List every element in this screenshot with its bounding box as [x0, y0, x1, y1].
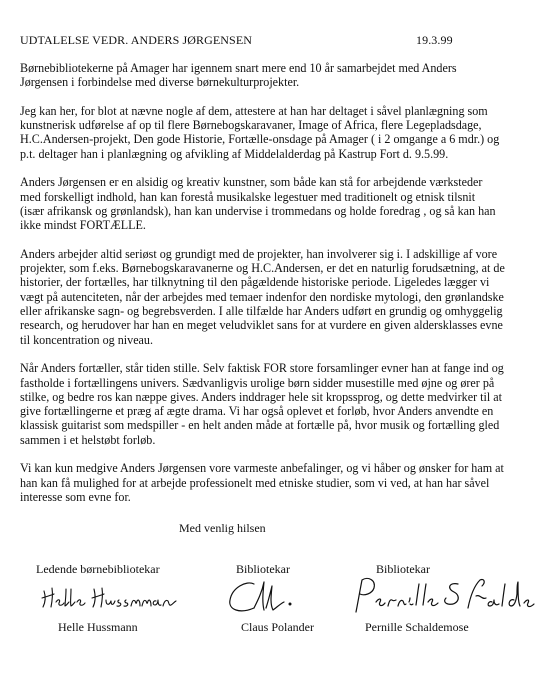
signatory-role-2: Bibliotekar [236, 562, 290, 576]
text-line: Jeg kan her, for blot at nævne nogle af dem, attestere at han har deltaget i såvel planlægning som [20, 103, 488, 118]
text-line: med forskelligt indhold, han kan forestå musikalske legestuer med traditionelt og etnisk tilsnit [20, 189, 476, 204]
text-line: Når Anders fortæller, står tiden stille. Selv faktisk FOR store forsamlinger evner han at fange ind og [20, 361, 504, 376]
text-line: historier, der fortælles, har tilknytning til den pågældende historiske periode. Ligeledes lægger vi [20, 275, 490, 290]
closing-greeting: Med venlig hilsen [179, 521, 266, 535]
text-line: (især afrikansk og grønlandsk), han kan undervise i trommedans og holde foredrag , og så kan han [20, 203, 496, 218]
text-line: fastholde i fortællingens univers. Sædvanligvis urolige børn sidder musestille med øjne og ører på [20, 375, 495, 390]
text-line: research, og herudover har han en meget veludviklet sans for at vurdere en given aldersklasses evne [20, 318, 503, 333]
text-line: til koncentration og niveau. [20, 332, 153, 347]
text-line: vægt på autenciteten, når der arbejdes med temaer indenfor den nordiske mytologi, den grønlandske [20, 289, 504, 304]
text-line: Anders Jørgensen er en alsidig og kreativ kunstner, som både kan stå for arbejdende værksteder [20, 175, 483, 190]
text-line: Jørgensen i forbindelse med diverse børnekulturprojekter. [20, 75, 300, 90]
text-line: stilke, og bedre ros kan næppe gives. Anders inddrager hele sit kropssprog, og dette medvirker til at [20, 389, 502, 404]
text-line: Vi kan kun medgive Anders Jørgensen vore varmeste anbefalinger, og vi håber og ønsker for ham at [20, 461, 504, 476]
signatory-name-2: Claus Polander [241, 620, 314, 634]
letter-title: UDTALELSE VEDR. ANDERS JØRGENSEN [20, 33, 253, 47]
paragraph-storytelling [20, 361, 530, 447]
signatory-role-1: Ledende børnebibliotekar [36, 562, 160, 576]
text-line: han kan få mulighed for at arbejde professionelt med etniske studier, som vi ved, at han har såvel [20, 475, 490, 490]
paragraph-skills [20, 175, 530, 232]
paragraph-recommendation [20, 461, 530, 504]
paragraph-intro [20, 61, 530, 90]
signatory-name-1: Helle Hussmann [58, 620, 138, 634]
text-line: eller afrikanske sagn- og begrebsverden. I alle tilfælde har Anders udført en grundig og omhyggelig [20, 304, 503, 319]
text-line: kunstnerisk udførelse af op til flere Børnebogskaravaner, Image of Africa, flere Legepladsdage, [20, 118, 482, 133]
signatory-role-3: Bibliotekar [376, 562, 430, 576]
text-line: projekter, som f.eks. Børnebogskaravanerne og H.C.Andersen, er det en naturlig forudsætning, at de [20, 261, 505, 276]
text-line: give fortællingerne et præg af ægte drama. Vi har også oplevet et forløb, hvor Anders anvendte en [20, 404, 494, 419]
paragraph-research [20, 247, 530, 347]
text-line: ikke mindst FORTÆLLE. [20, 218, 146, 233]
signature-pernille-schaldemose [346, 572, 540, 618]
letter-date: 19.3.99 [416, 33, 453, 47]
text-line: Anders arbejder altid seriøst og grundigt med de projekter, han involverer sig i. I adskillige af vore [20, 246, 498, 261]
text-line: Børnebibliotekerne på Amager har igennem snart mere end 10 år samarbejdet med Anders [20, 61, 457, 75]
signature-helle-hussmann [40, 583, 180, 613]
text-line: p.t. deltager han i planlægning og afvikling af Middelalderdag på Kastrup Fort d. 9.5.99. [20, 146, 449, 161]
letter-body [20, 61, 530, 519]
paragraph-projects [20, 104, 530, 161]
signatory-name-3: Pernille Schaldemose [365, 620, 469, 634]
text-line: interesse som evne for. [20, 489, 131, 504]
text-line: sammen i et helstøbt forløb. [20, 432, 156, 447]
text-line: klassisk guitarist som medspiller - en helt anden måde at fortælle på, hvor musik og fortælling gled [20, 418, 500, 433]
signature-claus-polander [224, 574, 304, 616]
text-line: H.C.Andersen-projekt, Den gode Historie, Fortælle-onsdage på Amager ( i 2 omgange a 6 mdr.) og [20, 132, 500, 147]
